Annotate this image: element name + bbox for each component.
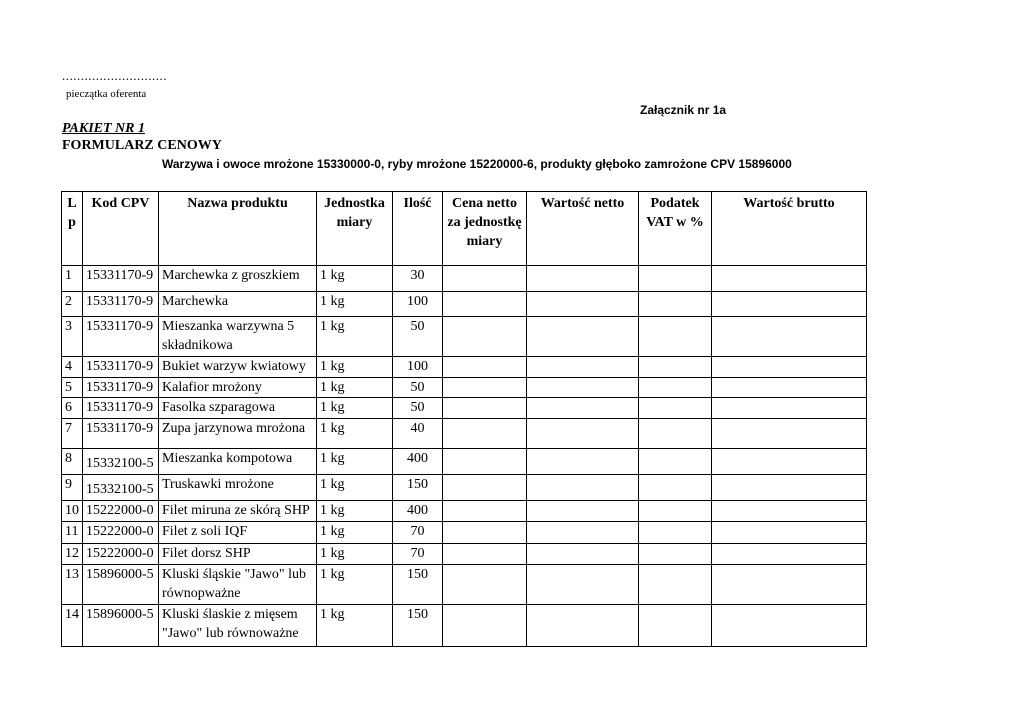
row-quantity: 70 — [393, 522, 443, 544]
row-number: 3 — [62, 317, 83, 357]
row-product-name: Fasolka szparagowa — [159, 398, 317, 419]
row-number: 12 — [62, 544, 83, 565]
row-quantity: 100 — [393, 357, 443, 378]
row-net-price-cell — [443, 419, 527, 449]
row-gross-value-cell — [712, 357, 867, 378]
row-vat-cell — [639, 266, 712, 292]
form-title: FORMULARZ CENOWY — [62, 138, 222, 153]
row-vat-cell — [639, 501, 712, 522]
row-quantity: 30 — [393, 266, 443, 292]
row-number: 4 — [62, 357, 83, 378]
row-product-name: Filet miruna ze skórą SHP — [159, 501, 317, 522]
row-vat-cell — [639, 317, 712, 357]
row-cpv-code: 15896000-5 — [83, 605, 159, 647]
form-subtitle: Warzywa i owoce mrożone 15330000-0, ryby mrożone 15220000-6, produkty głęboko zamrożone CPV 15896000 — [162, 157, 792, 171]
table-row — [62, 565, 867, 605]
row-number: 14 — [62, 605, 83, 647]
row-net-price-cell — [443, 317, 527, 357]
row-gross-value-cell — [712, 378, 867, 398]
header-net-price: Cena netto za jednostkę miary — [443, 192, 527, 266]
row-gross-value-cell — [712, 544, 867, 565]
row-gross-value-cell — [712, 501, 867, 522]
row-vat-cell — [639, 419, 712, 449]
header-vat: Podatek VAT w % — [639, 192, 712, 266]
row-net-value-cell — [527, 419, 639, 449]
row-net-value-cell — [527, 522, 639, 544]
row-cpv-code: 15331170-9 — [83, 419, 159, 449]
row-net-price-cell — [443, 378, 527, 398]
row-gross-value-cell — [712, 475, 867, 501]
row-net-value-cell — [527, 544, 639, 565]
stamp-label: pieczątka oferenta — [66, 88, 147, 100]
row-cpv-code: 15331170-9 — [83, 357, 159, 378]
row-net-value-cell — [527, 501, 639, 522]
table-row — [62, 317, 867, 357]
row-cpv-code: 15331170-9 — [83, 398, 159, 419]
row-vat-cell — [639, 357, 712, 378]
table-row — [62, 357, 867, 378]
table-header-row — [62, 192, 867, 266]
row-vat-cell — [639, 378, 712, 398]
row-cpv-code: 15896000-5 — [83, 565, 159, 605]
header-net-value: Wartość netto — [527, 192, 639, 266]
row-unit: 1 kg — [317, 292, 393, 317]
row-gross-value-cell — [712, 522, 867, 544]
row-product-name: Kluski ślaskie z mięsem "Jawo" lub równoważne — [159, 605, 317, 647]
table-row — [62, 501, 867, 522]
row-product-name: Filet dorsz SHP — [159, 544, 317, 565]
row-quantity: 150 — [393, 475, 443, 501]
row-net-value-cell — [527, 475, 639, 501]
table-row — [62, 449, 867, 475]
row-cpv-code: 15222000-0 — [83, 501, 159, 522]
row-unit: 1 kg — [317, 522, 393, 544]
row-net-price-cell — [443, 449, 527, 475]
row-net-price-cell — [443, 544, 527, 565]
row-unit: 1 kg — [317, 544, 393, 565]
row-gross-value-cell — [712, 317, 867, 357]
price-table — [61, 191, 867, 647]
row-unit: 1 kg — [317, 398, 393, 419]
row-unit: 1 kg — [317, 378, 393, 398]
annex-label: Załącznik nr 1a — [640, 103, 727, 117]
row-quantity: 400 — [393, 449, 443, 475]
row-net-price-cell — [443, 501, 527, 522]
row-vat-cell — [639, 544, 712, 565]
row-quantity: 50 — [393, 317, 443, 357]
row-cpv-code: 15222000-0 — [83, 522, 159, 544]
table-row — [62, 378, 867, 398]
row-gross-value-cell — [712, 565, 867, 605]
row-net-value-cell — [527, 398, 639, 419]
row-number: 11 — [62, 522, 83, 544]
table-row — [62, 292, 867, 317]
table-row — [62, 398, 867, 419]
row-unit: 1 kg — [317, 419, 393, 449]
row-gross-value-cell — [712, 398, 867, 419]
row-number: 6 — [62, 398, 83, 419]
row-quantity: 50 — [393, 398, 443, 419]
row-number: 13 — [62, 565, 83, 605]
table-row — [62, 419, 867, 449]
row-net-value-cell — [527, 449, 639, 475]
row-vat-cell — [639, 605, 712, 647]
table-row — [62, 544, 867, 565]
row-net-value-cell — [527, 378, 639, 398]
row-net-price-cell — [443, 398, 527, 419]
row-product-name: Marchewka — [159, 292, 317, 317]
table-row — [62, 475, 867, 501]
row-product-name: Marchewka z groszkiem — [159, 266, 317, 292]
row-quantity: 150 — [393, 605, 443, 647]
row-product-name: Mieszanka kompotowa — [159, 449, 317, 475]
row-net-value-cell — [527, 266, 639, 292]
signature-dots: ............................ — [62, 68, 167, 83]
row-unit: 1 kg — [317, 357, 393, 378]
header-gross-value: Wartość brutto — [712, 192, 867, 266]
package-title: PAKIET NR 1 — [62, 121, 145, 136]
row-cpv-code: 15332100-5 — [83, 475, 159, 501]
row-net-price-cell — [443, 605, 527, 647]
row-net-price-cell — [443, 266, 527, 292]
row-unit: 1 kg — [317, 501, 393, 522]
row-unit: 1 kg — [317, 605, 393, 647]
row-number: 5 — [62, 378, 83, 398]
header-qty: Ilość — [393, 192, 443, 266]
header-lp: L p — [62, 192, 83, 266]
row-number: 1 — [62, 266, 83, 292]
row-net-value-cell — [527, 605, 639, 647]
row-net-price-cell — [443, 475, 527, 501]
row-unit: 1 kg — [317, 266, 393, 292]
row-gross-value-cell — [712, 266, 867, 292]
row-net-price-cell — [443, 292, 527, 317]
row-gross-value-cell — [712, 449, 867, 475]
row-net-value-cell — [527, 357, 639, 378]
row-vat-cell — [639, 449, 712, 475]
row-number: 8 — [62, 449, 83, 475]
row-number: 9 — [62, 475, 83, 501]
header-name: Nazwa produktu — [159, 192, 317, 266]
table-row — [62, 605, 867, 647]
row-product-name: Kalafior mrożony — [159, 378, 317, 398]
row-cpv-code: 15331170-9 — [83, 378, 159, 398]
row-quantity: 100 — [393, 292, 443, 317]
row-quantity: 40 — [393, 419, 443, 449]
row-product-name: Mieszanka warzywna 5 składnikowa — [159, 317, 317, 357]
row-unit: 1 kg — [317, 317, 393, 357]
row-gross-value-cell — [712, 605, 867, 647]
row-unit: 1 kg — [317, 475, 393, 501]
header-unit: Jednostka miary — [317, 192, 393, 266]
row-unit: 1 kg — [317, 449, 393, 475]
row-product-name: Bukiet warzyw kwiatowy — [159, 357, 317, 378]
row-quantity: 400 — [393, 501, 443, 522]
row-vat-cell — [639, 522, 712, 544]
header-cpv: Kod CPV — [83, 192, 159, 266]
row-quantity: 50 — [393, 378, 443, 398]
row-net-price-cell — [443, 357, 527, 378]
row-cpv-code: 15332100-5 — [83, 449, 159, 475]
row-vat-cell — [639, 292, 712, 317]
row-cpv-code: 15222000-0 — [83, 544, 159, 565]
row-cpv-code: 15331170-9 — [83, 317, 159, 357]
row-gross-value-cell — [712, 419, 867, 449]
row-vat-cell — [639, 565, 712, 605]
row-gross-value-cell — [712, 292, 867, 317]
row-cpv-code: 15331170-9 — [83, 266, 159, 292]
row-number: 2 — [62, 292, 83, 317]
row-unit: 1 kg — [317, 565, 393, 605]
row-net-value-cell — [527, 565, 639, 605]
row-quantity: 150 — [393, 565, 443, 605]
row-vat-cell — [639, 398, 712, 419]
row-net-price-cell — [443, 565, 527, 605]
table-row — [62, 266, 867, 292]
row-net-value-cell — [527, 317, 639, 357]
row-number: 10 — [62, 501, 83, 522]
row-product-name: Zupa jarzynowa mrożona — [159, 419, 317, 449]
row-quantity: 70 — [393, 544, 443, 565]
row-net-price-cell — [443, 522, 527, 544]
table-row — [62, 522, 867, 544]
row-product-name: Filet z soli IQF — [159, 522, 317, 544]
row-product-name: Kluski śląskie "Jawo" lub równopważne — [159, 565, 317, 605]
row-cpv-code: 15331170-9 — [83, 292, 159, 317]
row-product-name: Truskawki mrożone — [159, 475, 317, 501]
row-net-value-cell — [527, 292, 639, 317]
row-number: 7 — [62, 419, 83, 449]
row-vat-cell — [639, 475, 712, 501]
